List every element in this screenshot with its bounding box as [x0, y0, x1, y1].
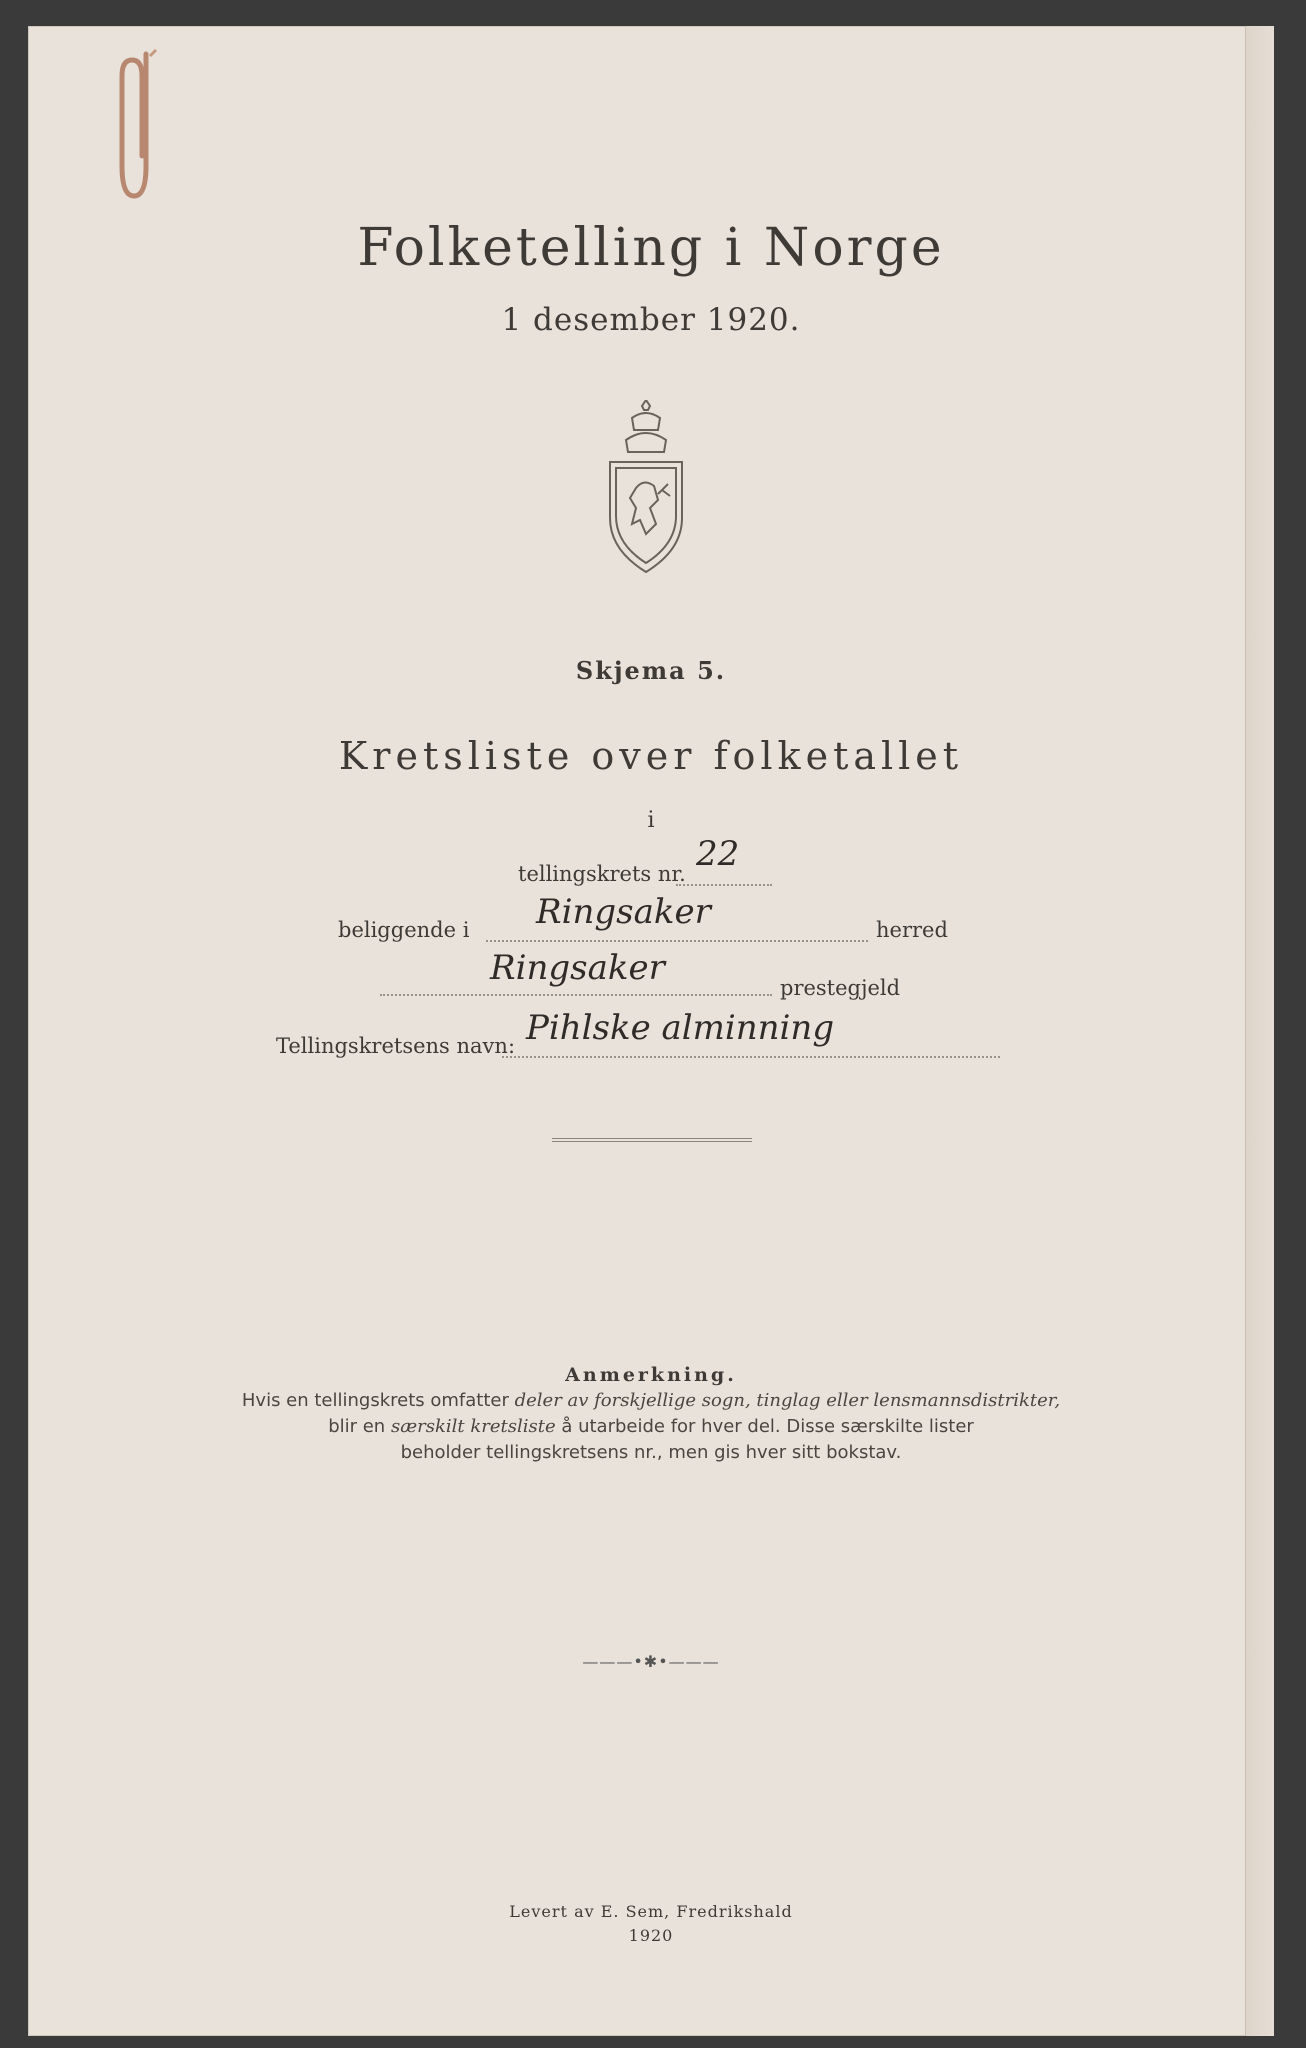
herred-label: herred — [876, 918, 948, 942]
note-line-1 — [28, 1390, 1274, 1411]
note-title: Anmerkning. — [565, 1364, 737, 1386]
note-line-2-italic: særskilt kretsliste — [390, 1416, 556, 1437]
beliggende-line — [486, 940, 868, 942]
krets-number-line — [676, 884, 772, 886]
note-line-3: beholder tellingskretsens nr., men gis hver sitt bokstav. — [400, 1442, 902, 1463]
krets-name-value: Pihlske alminning — [526, 1008, 835, 1048]
note-line-2 — [28, 1416, 1274, 1437]
paper-clip-icon — [116, 46, 172, 216]
prestegjeld-line — [380, 994, 772, 996]
coat-of-arms-icon — [596, 400, 696, 600]
form-heading: Kretsliste over folketallet — [338, 734, 964, 778]
page-title: Folketelling i Norge — [357, 218, 945, 278]
prestegjeld-value: Ringsaker — [490, 948, 665, 988]
note-line-1-italic: deler av forskjellige sogn, tinglag eller lensmannsdistrikter, — [514, 1390, 1061, 1411]
schema-number: Skjema 5. — [575, 656, 727, 685]
note-line-1-text: Hvis en tellingskrets omfatter — [241, 1390, 515, 1411]
connector-word: i — [647, 808, 655, 833]
census-form-page — [28, 26, 1274, 2036]
krets-number-value: 22 — [696, 834, 740, 874]
ornament-divider: ———•✱•——— — [582, 1652, 720, 1671]
prestegjeld-label: prestegjeld — [780, 976, 901, 1000]
separator-line — [552, 1141, 752, 1142]
printer-year: 1920 — [628, 1926, 674, 1945]
note-line-2-text: blir en — [328, 1416, 391, 1437]
separator-line — [552, 1138, 752, 1139]
beliggende-label: beliggende i — [338, 918, 470, 942]
krets-number-label: tellingskrets nr. — [518, 862, 686, 886]
krets-name-label: Tellingskretsens navn: — [276, 1034, 516, 1058]
krets-name-line — [502, 1056, 1000, 1058]
note-line-2-rest: å utarbeide for hver del. Disse særskilte lister — [555, 1416, 974, 1437]
beliggende-value: Ringsaker — [536, 892, 711, 932]
census-date: 1 desember 1920. — [501, 302, 801, 338]
printer-imprint: Levert av E. Sem, Fredrikshald — [509, 1902, 793, 1921]
